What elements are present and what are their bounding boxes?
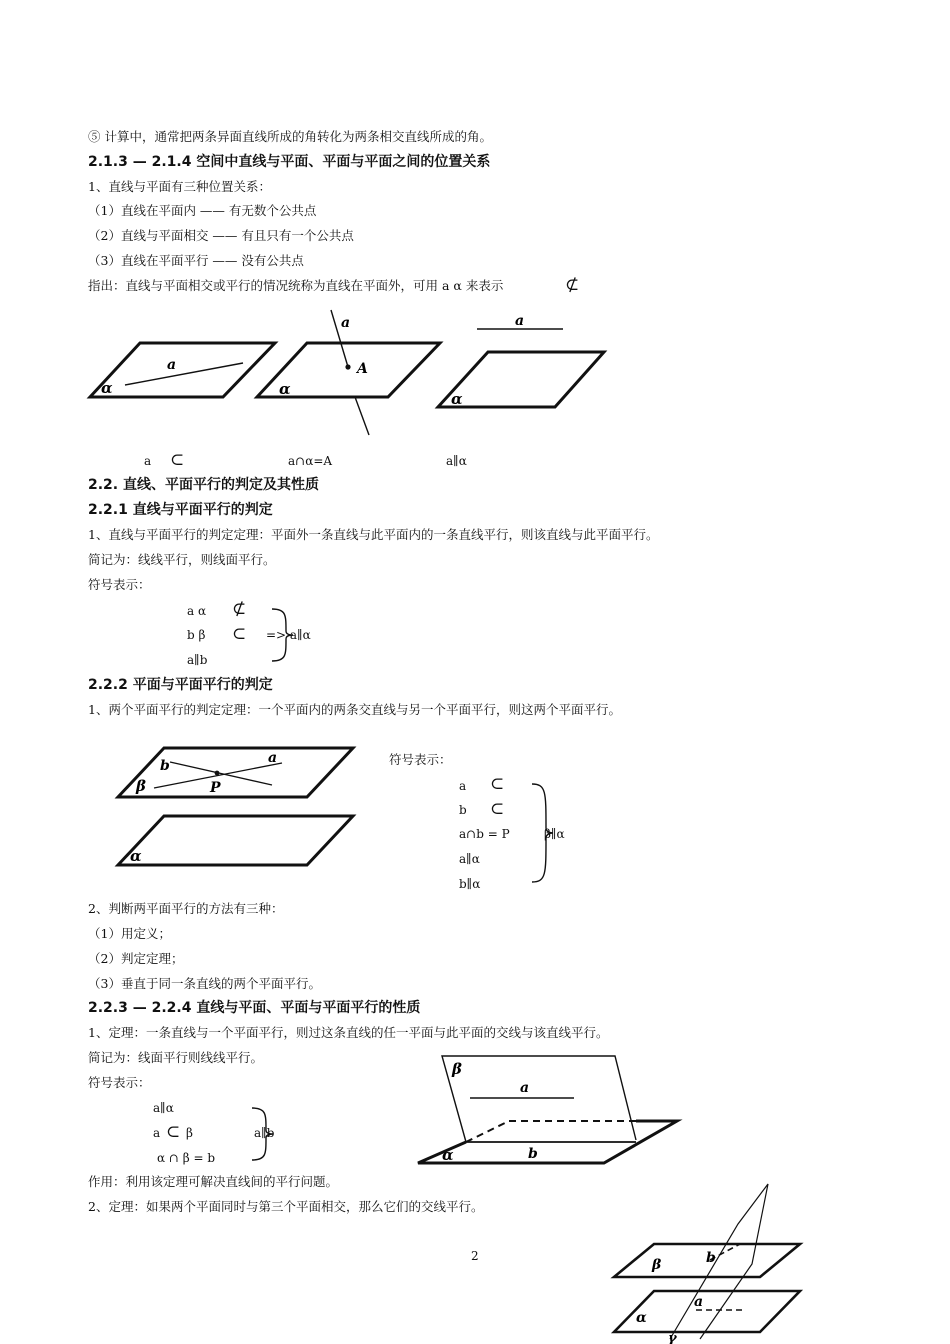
text-line: 符号表示： — [88, 577, 151, 592]
page-number: 2 — [471, 1249, 479, 1263]
symbol-row: a — [153, 1126, 161, 1140]
subset-symbol: ⊂ — [490, 799, 505, 819]
subsection-heading: 2.2.1 直线与平面平行的判定 — [88, 502, 273, 518]
section-heading: 2.1.3 — 2.1.4 空间中直线与平面、平面与平面之间的位置关系 — [88, 154, 491, 170]
text-line: 符号表示： — [88, 1075, 151, 1090]
symbol-row: a∥b — [187, 653, 208, 667]
text-line: （2）判定定理； — [88, 951, 184, 966]
caption-intersect: a∩α=A — [288, 454, 333, 468]
text-line: 符号表示： — [389, 752, 452, 767]
text-line: （1）用定义； — [88, 926, 171, 941]
fig2-label-A: A — [357, 361, 368, 377]
text-line: 作用：利用该定理可解决直线间的平行问题。 — [88, 1174, 339, 1189]
text-line: ⑤ 计算中，通常把两条异面直线所成的角转化为两条相交直线所成的角。 — [88, 129, 492, 144]
fig-label-a: a — [520, 1080, 530, 1096]
fig3-label-alpha: α — [451, 390, 463, 408]
symbol-row: a — [459, 779, 467, 793]
fig-label-P: P — [210, 780, 221, 796]
symbol-row: b∥α — [459, 877, 481, 891]
fig1-label-a: a — [167, 357, 177, 373]
fig1-label-alpha: α — [101, 379, 113, 397]
text-line: （3）垂直于同一条直线的两个平面平行。 — [88, 976, 321, 991]
fig2-label-alpha: α — [279, 380, 291, 398]
line-plane-parallel-figure — [414, 1052, 680, 1166]
fig-label-alpha: α — [130, 847, 142, 865]
symbol-row: b β — [187, 628, 206, 642]
text-line: 2、定理：如果两个平面同时与第三个平面相交，那么它们的交线平行。 — [88, 1199, 484, 1214]
caption-parallel: a∥α — [446, 454, 467, 468]
two-planes-third-plane-figure — [610, 1184, 810, 1344]
text-line: 1、直线与平面有三种位置关系： — [88, 179, 271, 194]
symbol-result: a∥b — [254, 1126, 275, 1140]
symbol-row: α ∩ β = b — [157, 1151, 216, 1165]
fig2-label-beta: β — [652, 1257, 662, 1273]
fig-label-beta: β — [452, 1060, 462, 1078]
text-line: 1、直线与平面平行的判定定理：平面外一条直线与此平面内的一条直线平行，则该直线与此平面平行。 — [88, 527, 659, 542]
fig3-label-a: a — [515, 313, 525, 329]
subset-symbol: ⊂ — [232, 624, 247, 644]
fig-label-b: b — [160, 758, 170, 774]
fig-label-b: b — [528, 1146, 538, 1162]
text-line: （2）直线与平面相交 —— 有且只有一个公共点 — [88, 228, 354, 243]
fig-label-a: a — [268, 750, 278, 766]
subsection-heading: 2.2.2 平面与平面平行的判定 — [88, 677, 273, 693]
fig2-label-a: a — [694, 1294, 704, 1310]
symbol-result: β∥α — [544, 827, 565, 841]
symbol-row: a α — [187, 604, 207, 618]
plane-plane-figure — [110, 740, 360, 870]
symbol-row: a∥α — [459, 852, 480, 866]
section-heading: 2.2. 直线、平面平行的判定及其性质 — [88, 477, 319, 493]
text-line: （1）直线在平面内 —— 有无数个公共点 — [88, 203, 317, 218]
line-plane-figures — [85, 305, 625, 445]
not-subset-symbol: ⊄ — [232, 599, 247, 619]
subsection-heading: 2.2.3 — 2.2.4 直线与平面、平面与平面平行的性质 — [88, 1000, 421, 1016]
fig2-label-a: a — [341, 315, 351, 331]
text-line: 指出：直线与平面相交或平行的情况统称为直线在平面外，可用 a α 来表示 — [88, 278, 504, 293]
symbol-row: β — [186, 1126, 193, 1140]
symbol-row: b — [459, 803, 467, 817]
fig2-label-gamma: γ — [668, 1331, 677, 1344]
text-line: 1、定理：一条直线与一个平面平行，则过这条直线的任一平面与此平面的交线与该直线平行。 — [88, 1025, 609, 1040]
not-subset-symbol: ⊄ — [565, 275, 580, 295]
symbol-row: a∩b = P — [459, 827, 510, 841]
fig2-label-alpha: α — [636, 1310, 647, 1326]
text-line: 2、判断两平面平行的方法有三种： — [88, 901, 284, 916]
subset-symbol: ⊂ — [166, 1122, 181, 1142]
subset-symbol: ⊂ — [170, 450, 185, 470]
text-line: 简记为：线线平行，则线面平行。 — [88, 552, 276, 567]
text-line: （3）直线在平面平行 —— 没有公共点 — [88, 253, 304, 268]
fig-label-alpha: α — [442, 1146, 454, 1164]
fig2-label-b: b — [706, 1250, 716, 1266]
fig-label-beta: β — [136, 777, 146, 795]
symbol-row: a∥α — [153, 1101, 174, 1115]
text-line: 简记为：线面平行则线线平行。 — [88, 1050, 264, 1065]
subset-symbol: ⊂ — [490, 774, 505, 794]
caption-in-plane: a — [144, 454, 152, 468]
text-line: 1、两个平面平行的判定定理：一个平面内的两条交直线与另一个平面平行，则这两个平面平行。 — [88, 702, 621, 717]
symbol-result: => a∥α — [266, 628, 311, 642]
